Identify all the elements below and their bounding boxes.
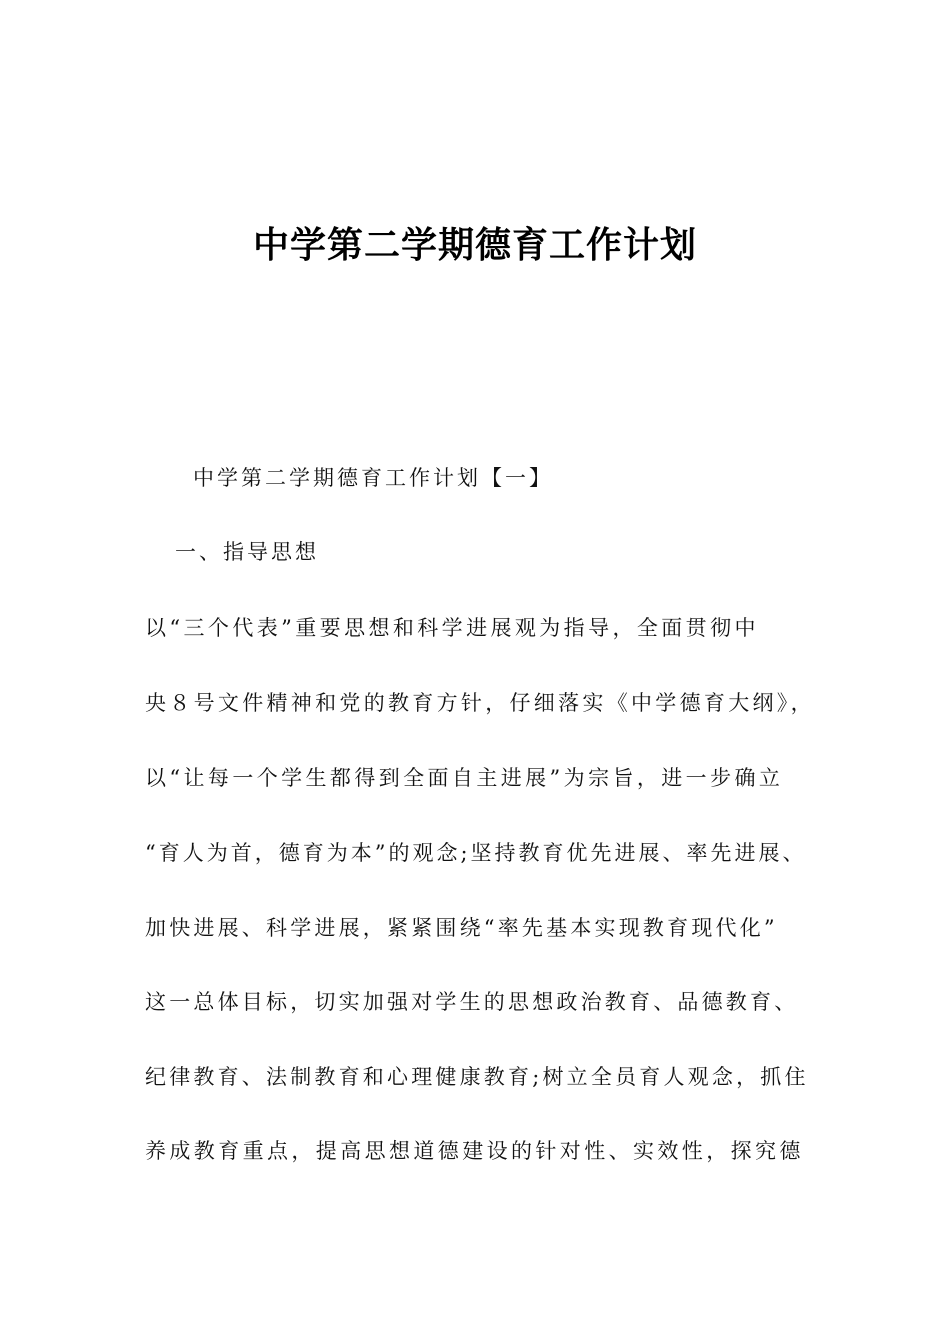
document-title: 中学第二学期德育工作计划 — [252, 225, 697, 266]
body-line: 央８号文件精神和党的教育方针，仔细落实《中学德育大纲》， — [145, 691, 815, 715]
body-line: 养成教育重点，提高思想道德建设的针对性、实效性，探究德 — [145, 1139, 804, 1163]
section-heading: 一、指导思想 — [175, 540, 319, 564]
body-line: 加快进展、科学进展，紧紧围绕“率先基本实现教育现代化” — [145, 916, 778, 940]
plan-subtitle: 中学第二学期德育工作计划【一】 — [193, 466, 553, 490]
body-line: 纪律教育、法制教育和心理健康教育;树立全员育人观念，抓住 — [145, 1065, 809, 1089]
body-line: 这一总体目标，切实加强对学生的思想政治教育、品德教育、 — [145, 990, 799, 1014]
body-line: 以“让每一个学生都得到全面自主进展”为宗旨，进一步确立 — [145, 766, 784, 790]
body-line: “育人为首，德育为本”的观念;坚持教育优先进展、率先进展、 — [145, 841, 807, 865]
body-line: 以“三个代表”重要思想和科学进展观为指导，全面贯彻中 — [145, 616, 759, 640]
